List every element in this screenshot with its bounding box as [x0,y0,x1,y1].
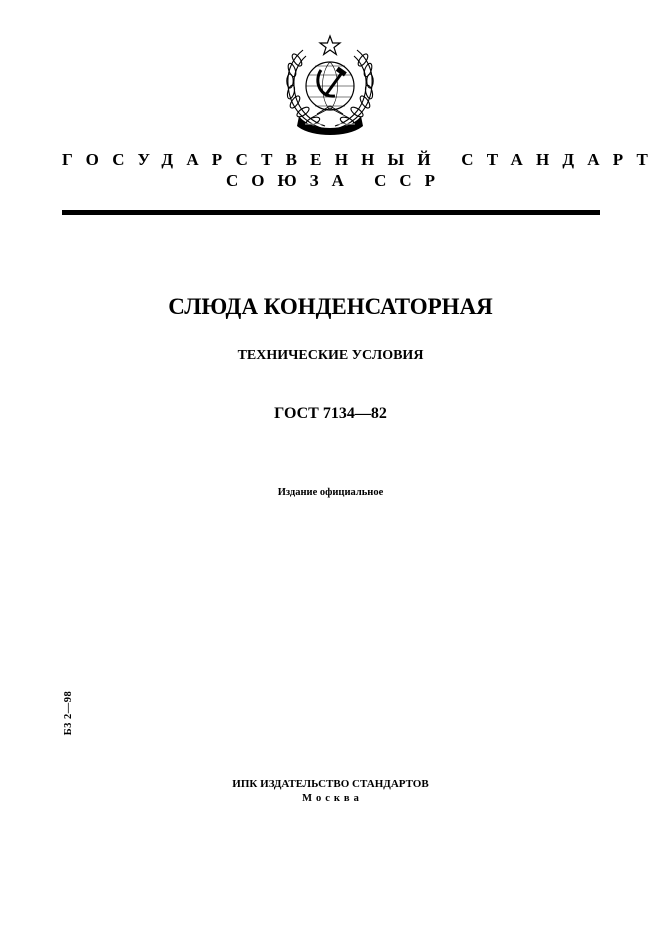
gost-number: ГОСТ 7134—82 [274,405,387,422]
side-code [61,690,77,736]
header-ussr: СОЮЗА ССР [225,171,449,190]
publisher: ИПК ИЗДАТЕЛЬСТВО СТАНДАРТОВ [232,778,429,790]
side-code-text: Б3 2—98 [63,690,74,736]
state-emblem-icon [275,32,385,140]
header-divider [62,210,600,215]
edition-note: Издание официальное [277,487,384,498]
publisher-city: Москва [302,793,363,804]
header-state-standard: ГОСУДАРСТВЕННЫЙ СТАНДАРТ [62,150,661,169]
document-title: СЛЮДА КОНДЕНСАТОРНАЯ [168,294,493,319]
document-subtitle: ТЕХНИЧЕСКИЕ УСЛОВИЯ [237,348,424,363]
